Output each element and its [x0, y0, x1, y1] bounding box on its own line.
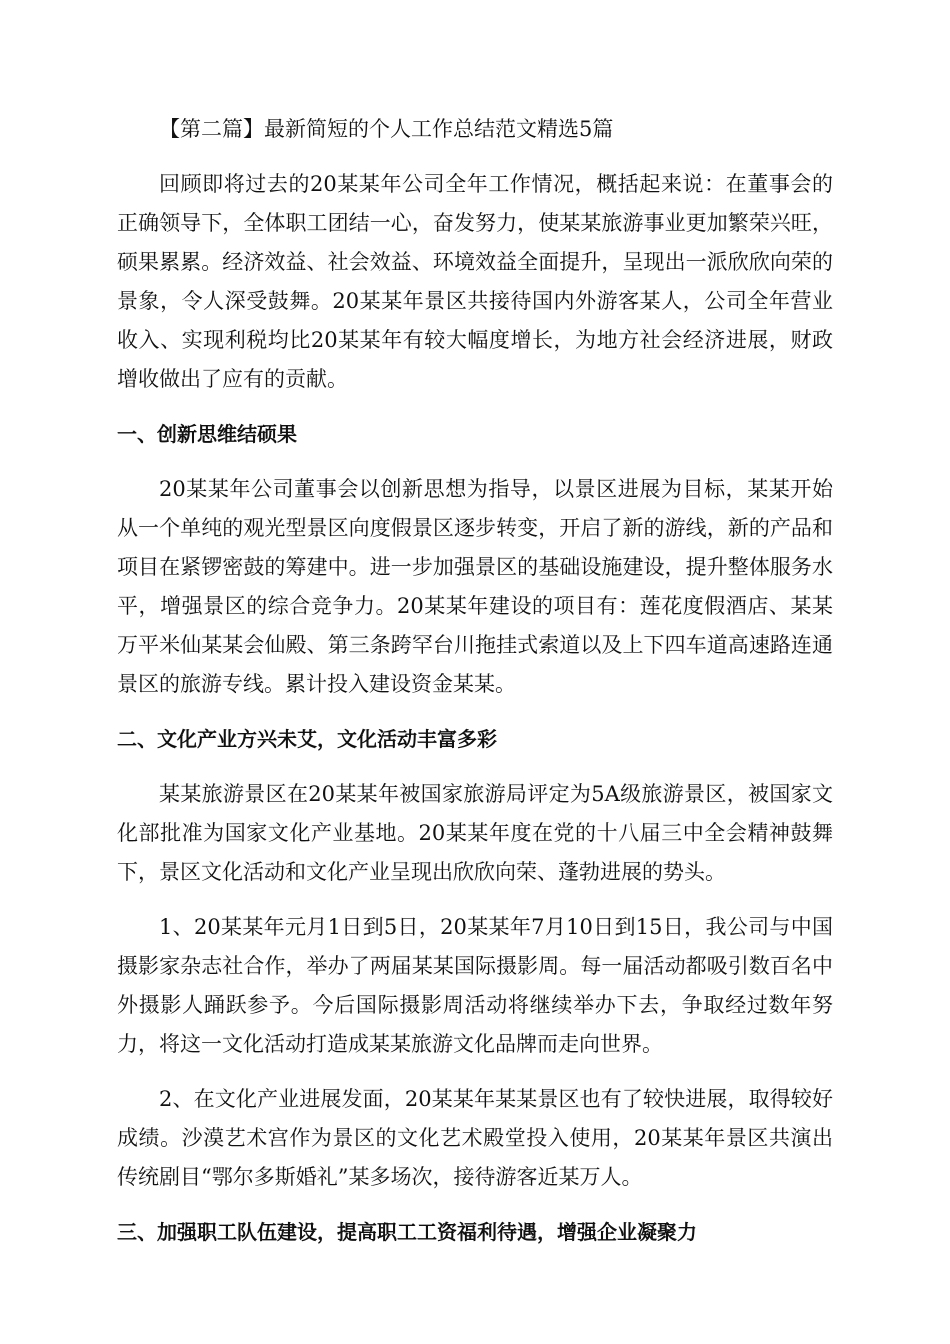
section-1-paragraph: 20某某年公司董事会以创新思想为指导，以景区进展为目标，某某开始从一个单纯的观光型景区向度假景区逐步转变，开启了新的游线，新的产品和项目在紧锣密鼓的筹建中。进一步加强景区的基础设施建设，提升整体服务水平，增强景区的综合竞争力。20某某年建设的项目有：莲花度假酒店、某某万平米仙某某会仙殿、第三条跨罕台川拖挂式索道以及上下四车道高速路连通景区的旅游专线。累计投入建设资金某某。: [117, 477, 833, 696]
section-2-item-2: 2、在文化产业进展发面，20某某年某某景区也有了较快进展，取得较好成绩。沙漠艺术宫作为景区的文化艺术殿堂投入使用，20某某年景区共演出传统剧目“鄂尔多斯婚礼”某多场次，接待游客近某万人。: [117, 1087, 833, 1189]
section-2-paragraph: 某某旅游景区在20某某年被国家旅游局评定为5A级旅游景区，被国家文化部批准为国家文化产业基地。20某某年度在党的十八届三中全会精神鼓舞下，景区文化活动和文化产业呈现出欣欣向荣、蓬勃进展的势头。: [117, 782, 833, 884]
document-body: [117, 110, 833, 1268]
section-2-heading: 二、文化产业方兴未艾，文化活动丰富多彩: [117, 727, 497, 751]
section-1-heading: 一、创新思维结硕果: [117, 422, 297, 446]
section-3-heading: 三、加强职工队伍建设，提高职工工资福利待遇，增强企业凝聚力: [117, 1220, 697, 1244]
intro-paragraph: 回顾即将过去的20某某年公司全年工作情况，概括起来说：在董事会的正确领导下，全体职工团结一心，奋发努力，使某某旅游事业更加繁荣兴旺，硕果累累。经济效益、社会效益、环境效益全面提升，呈现出一派欣欣向荣的景象，令人深受鼓舞。20某某年景区共接待国内外游客某人，公司全年营业收入、实现利税均比20某某年有较大幅度增长，为地方社会经济进展，财政增收做出了应有的贡献。: [117, 172, 833, 391]
section-2-item-1: 1、20某某年元月1日到5日，20某某年7月10日到15日，我公司与中国摄影家杂志社合作，举办了两届某某国际摄影周。每一届活动都吸引数百名中外摄影人踊跃参予。今后国际摄影周活动将继续举办下去，争取经过数年努力，将这一文化活动打造成某某旅游文化品牌而走向世界。: [117, 915, 833, 1056]
document-title: 【第二篇】最新简短的个人工作总结范文精选5篇: [159, 117, 614, 141]
